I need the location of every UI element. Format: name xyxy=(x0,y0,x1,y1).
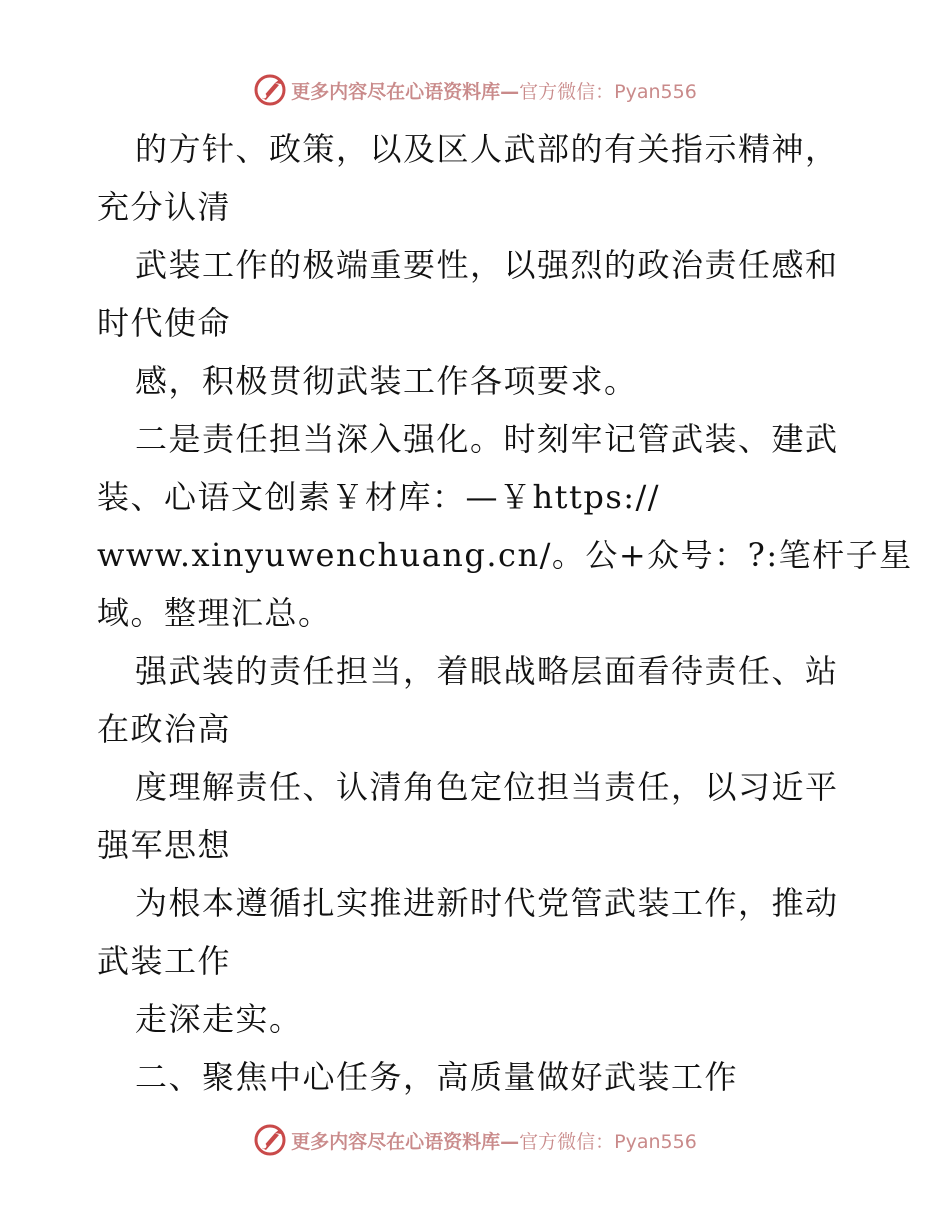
text-line: 度理解责任、认清角色定位担当责任，以习近平 xyxy=(135,768,839,806)
quill-pen-logo-icon xyxy=(253,73,287,107)
text-line: 为根本遵循扎实推进新时代党管武装工作，推动 xyxy=(135,884,839,922)
quill-pen-logo-icon xyxy=(253,1123,287,1157)
text-line: 走深走实。 xyxy=(135,1000,303,1038)
text-line: 感，积极贯彻武装工作各项要求。 xyxy=(135,362,638,400)
text-line: 的方针、政策，以及区人武部的有关指示精神， xyxy=(135,130,839,168)
text-line: 强军思想 xyxy=(97,826,232,864)
text-line: 充分认清 xyxy=(97,188,232,226)
text-line: 装、心语文创素￥材库：—￥https:// xyxy=(97,478,661,516)
footer-banner-title: 更多内容尽在心语资料库 xyxy=(291,1130,501,1153)
footer-banner-separator: — xyxy=(500,1130,520,1153)
document-body xyxy=(97,120,913,1106)
footer-banner xyxy=(0,1120,950,1160)
header-banner-wechat: 官方微信：Pyan556 xyxy=(519,80,697,103)
text-line: 域。整理汇总。 xyxy=(97,594,332,632)
footer-banner-wechat: 官方微信：Pyan556 xyxy=(519,1130,697,1153)
section-heading: 二、聚焦中心任务，高质量做好武装工作 xyxy=(135,1058,739,1096)
text-line: 二是责任担当深入强化。时刻牢记管武装、建武 xyxy=(135,420,839,458)
text-line: 强武装的责任担当，着眼战略层面看待责任、站 xyxy=(135,652,839,690)
header-banner-title: 更多内容尽在心语资料库 xyxy=(291,80,501,103)
text-line: 武装工作的极端重要性，以强烈的政治责任感和 xyxy=(135,246,839,284)
text-line: 时代使命 xyxy=(97,304,232,342)
text-line: 在政治高 xyxy=(97,710,232,748)
header-banner xyxy=(0,70,950,110)
header-banner-separator: — xyxy=(500,80,520,103)
text-line: 武装工作 xyxy=(97,942,232,980)
text-line: www.xinyuwenchuang.cn/。公+众号：?:笔杆子星 xyxy=(97,536,913,574)
